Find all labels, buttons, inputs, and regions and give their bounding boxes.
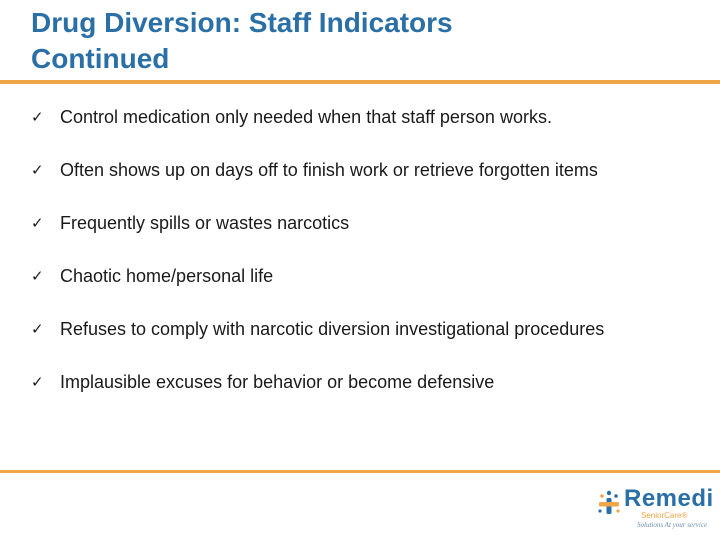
bullet-item <box>31 210 604 236</box>
footer-divider <box>0 470 720 473</box>
slide-title-line-2: Continued <box>31 43 170 74</box>
bullet-text: Chaotic home/personal life <box>60 265 274 286</box>
checkmark-icon: ✓ <box>31 108 44 126</box>
logo-subtitle: SeniorCare® <box>641 511 688 520</box>
slide-title-line-1: Drug Diversion: Staff Indicators <box>31 7 453 38</box>
bullet-item <box>31 157 604 183</box>
slide-title <box>31 5 671 77</box>
bullet-text: Refuses to comply with narcotic diversion investigational procedures <box>60 318 605 339</box>
checkmark-icon: ✓ <box>31 373 44 391</box>
checkmark-icon: ✓ <box>31 161 44 179</box>
title-divider <box>0 80 720 84</box>
remedi-logo <box>597 485 714 532</box>
bullet-list <box>31 104 604 422</box>
bullet-item <box>31 369 604 395</box>
checkmark-icon: ✓ <box>31 267 44 285</box>
bullet-text: Frequently spills or wastes narcotics <box>60 212 350 233</box>
remedi-dots-icon <box>597 490 621 516</box>
checkmark-icon: ✓ <box>31 214 44 232</box>
bullet-text: Implausible excuses for behavior or become defensive <box>60 371 495 392</box>
bullet-text: Often shows up on days off to finish work or retrieve forgotten items <box>60 159 598 180</box>
checkmark-icon: ✓ <box>31 320 44 338</box>
bullet-item <box>31 316 604 342</box>
logo-tagline: Solutions At your service <box>637 521 708 529</box>
bullet-text: Control medication only needed when that staff person works. <box>60 106 552 127</box>
bullet-item <box>31 104 604 130</box>
logo-wordmark: Remedi <box>624 485 714 512</box>
bullet-item <box>31 263 604 289</box>
